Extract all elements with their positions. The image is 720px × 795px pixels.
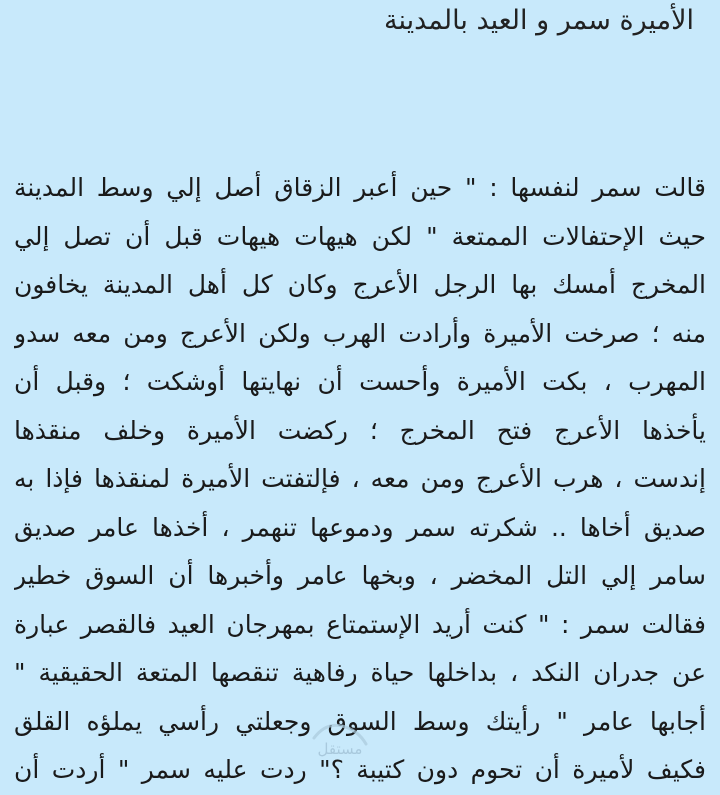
text-line: المهرب ، بكت الأميرة وأحست أن نهايتها أوشكت ؛ وقبل أن: [14, 367, 706, 396]
text-line: صديق أخاها .. شكرته سمر ودموعها تنهمر ، أخذها عامر صديق: [14, 512, 706, 542]
text-line: أجابها عامر " رأيتك وسط السوق وجعلتي رأسي يملؤه القلق: [14, 706, 706, 736]
story-body: [14, 164, 706, 795]
text-line: منه ؛ صرخت الأميرة وأرادت الهرب ولكن الأعرج ومن معه سدو: [14, 318, 706, 348]
text-line: إندست ، هرب الأعرج ومن معه ، فإلتفتت الأميرة لمنقذها فإذا به: [14, 464, 706, 493]
story-title: الأميرة سمر و العيد بالمدينة: [383, 5, 694, 36]
mostaql-watermark-logo: [308, 716, 372, 760]
text-line: حيث الإحتفالات الممتعة " لكن هيهات هيهات قبل أن تصل إلي: [14, 221, 706, 251]
text-line: يأخذها الأعرج فتح المخرج ؛ ركضت الأميرة وخلف منقذها: [14, 415, 706, 445]
svg-text:مستقل: مستقل: [317, 740, 363, 758]
text-line: سامر إلي التل المخضر ، وبخها عامر وأخبرها أن السوق خطير: [14, 561, 706, 590]
text-line: قالت سمر لنفسها : " حين أعبر الزقاق أصل إلي وسط المدينة: [14, 173, 706, 202]
text-line: المخرج أمسك بها الرجل الأعرج وكان كل أهل المدينة يخافون: [14, 270, 706, 299]
text-line: فقالت سمر : " كنت أريد الإستمتاع بمهرجان العيد فالقصر عبارة: [14, 609, 706, 639]
text-line: فكيف لأميرة أن تحوم دون كتيبة ؟" ردت عليه سمر " أردت أن: [14, 755, 706, 784]
text-line: عن جدران النكد ، بداخلها حياة رفاهية تنقصها المتعة الحقيقية ": [14, 658, 706, 687]
